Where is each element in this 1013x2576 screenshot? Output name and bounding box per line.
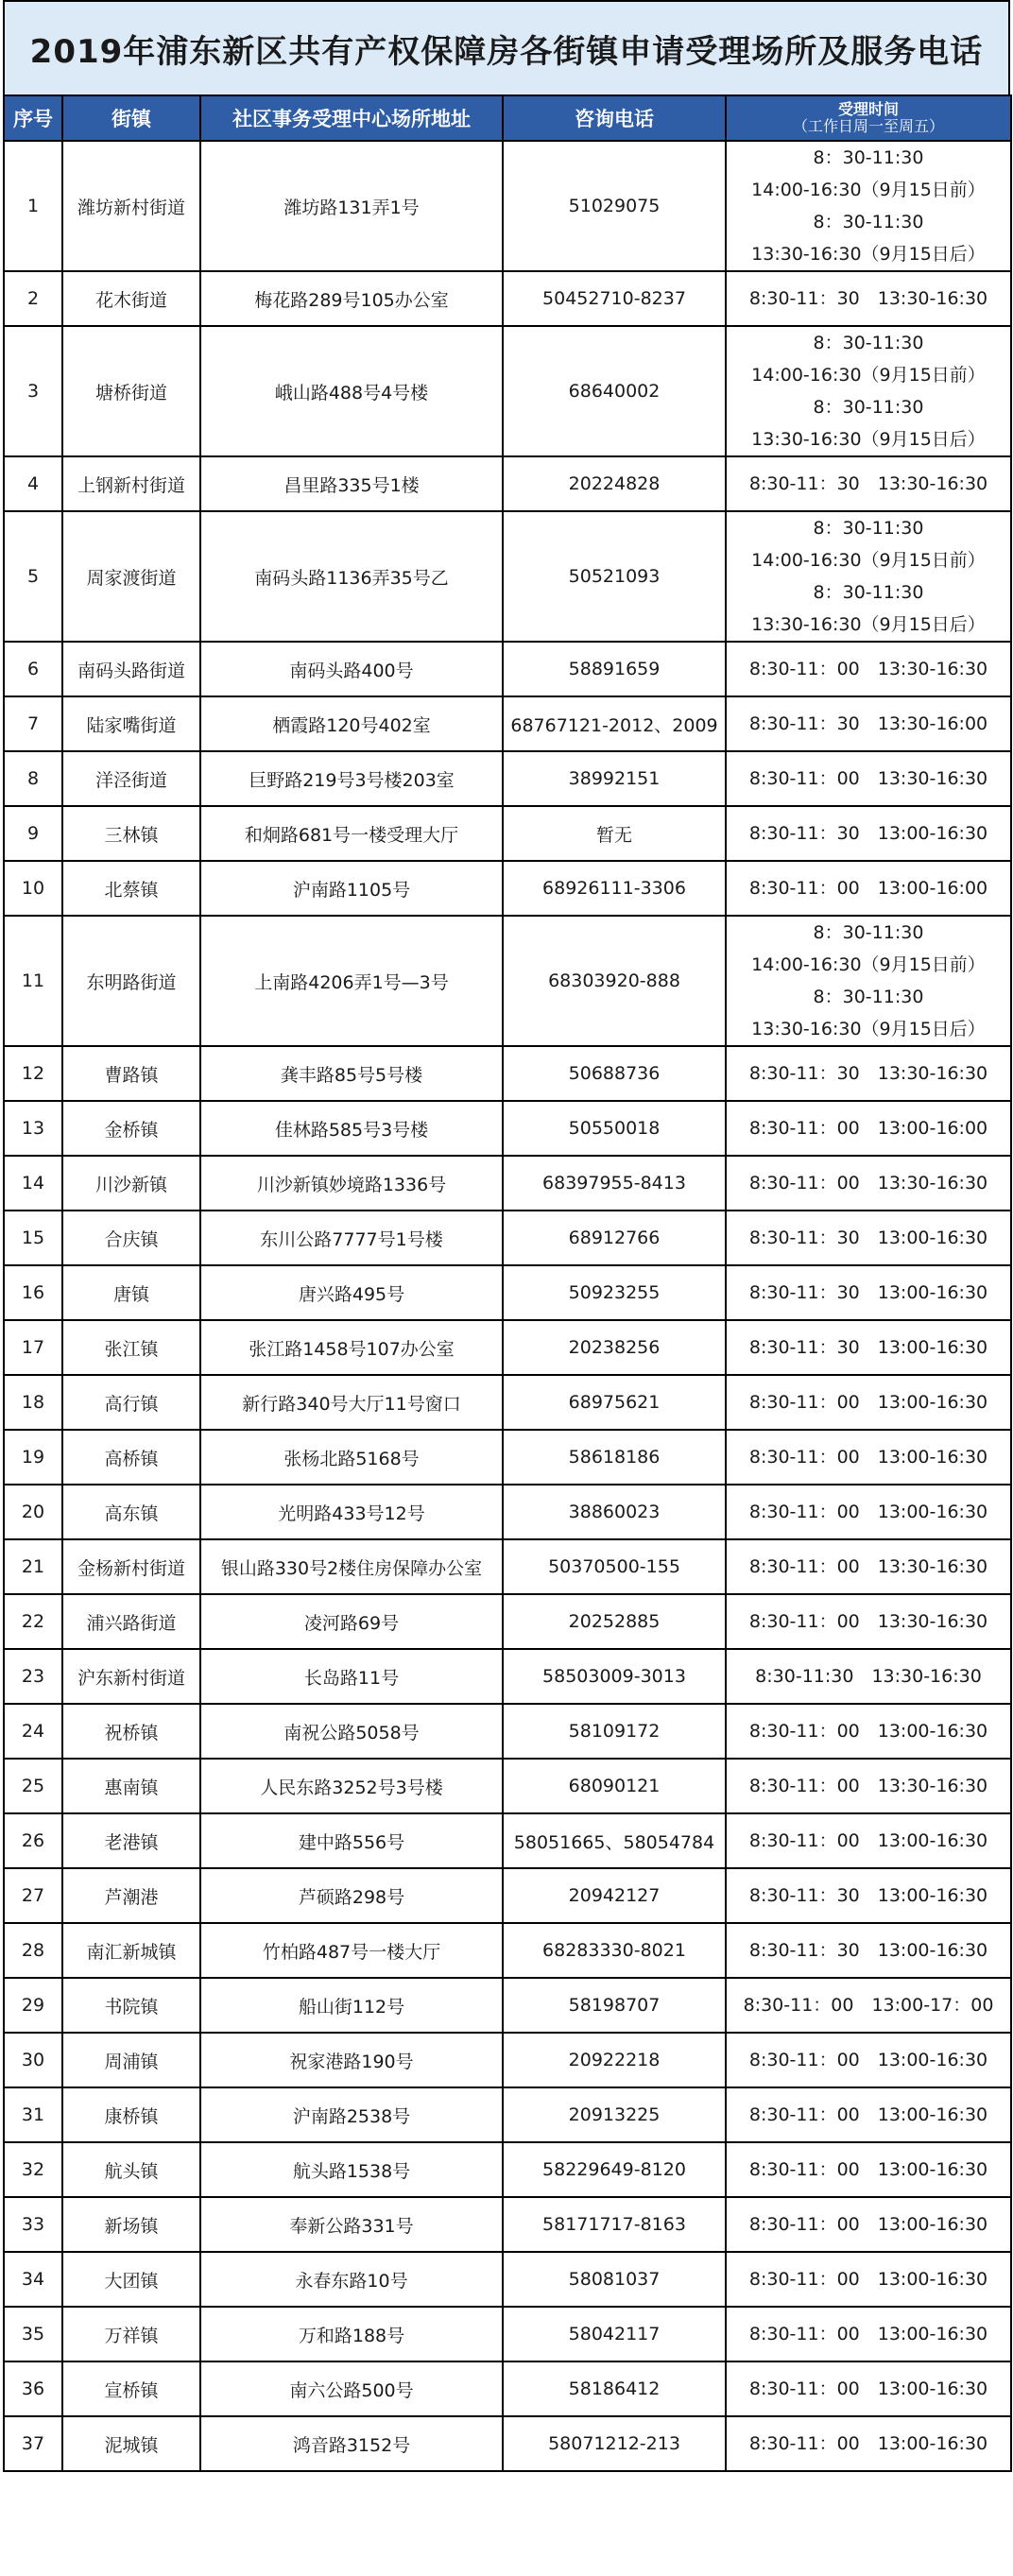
row-hours: [726, 1539, 1011, 1594]
row-address: 沪南路2538号: [200, 2087, 503, 2142]
row-hours: [726, 1101, 1011, 1156]
hours-line: 8:30-11：00 13:30-16:30: [748, 1776, 988, 1796]
hours-line: 8:30-11：00 13:30-16:30: [748, 1611, 988, 1632]
hours-line: 8:30-11：00 13:00-16:30: [748, 2050, 988, 2070]
row-address: 竹柏路487号一楼大厅: [200, 1923, 503, 1978]
row-hours: [726, 1704, 1011, 1759]
table-row: [4, 751, 1011, 806]
row-phone: 58051665、58054784: [503, 1813, 726, 1868]
row-index: 22: [4, 1594, 62, 1649]
row-hours: [726, 1375, 1011, 1430]
row-phone: 50550018: [503, 1101, 726, 1156]
hours-line: 8:30-11：00 13:30-16:30: [748, 659, 988, 679]
row-phone: 58891659: [503, 642, 726, 696]
header-hours-sub: （工作日周一至周五）: [792, 117, 944, 135]
row-town: 上钢新村街道: [62, 456, 200, 511]
row-hours: [726, 1430, 1011, 1485]
row-town: 潍坊新村街道: [62, 141, 200, 271]
row-address: 龚丰路85号5号楼: [200, 1046, 503, 1101]
table-row: [4, 2197, 1011, 2252]
header-address: 社区事务受理中心场所地址: [200, 95, 503, 141]
table-row: [4, 1320, 1011, 1375]
hours-line: 8:30-11：00 13:00-16:30: [748, 1721, 988, 1742]
row-address: 昌里路335号1楼: [200, 456, 503, 511]
table-row: [4, 806, 1011, 861]
row-index: 9: [4, 806, 62, 861]
row-index: 36: [4, 2361, 62, 2416]
row-town: 东明路街道: [62, 916, 200, 1046]
table-row: [4, 1759, 1011, 1813]
row-town: 高桥镇: [62, 1430, 200, 1485]
hours-line: 8:30-11：00 13:00-16:30: [748, 1830, 988, 1851]
row-address: 和炯路681号一楼受理大厅: [200, 806, 503, 861]
row-hours: [726, 2416, 1011, 2471]
row-index: 2: [4, 271, 62, 326]
table-row: [4, 2033, 1011, 2087]
hours-line: 8:30-11：00 13:00-17：00: [743, 1995, 994, 2016]
hours-line: 8:30-11：00 13:00-16:30: [748, 2324, 988, 2344]
hours-line: 8：30-11:30: [813, 922, 924, 943]
row-phone: 50923255: [503, 1265, 726, 1320]
table-row: [4, 696, 1011, 751]
row-phone: 20922218: [503, 2033, 726, 2087]
row-town: 川沙新镇: [62, 1156, 200, 1211]
row-town: 惠南镇: [62, 1759, 200, 1813]
row-hours: [726, 456, 1011, 511]
hours-line: 14:00-16:30（9月15日前）: [751, 180, 986, 200]
row-index: 29: [4, 1978, 62, 2033]
row-phone: 20224828: [503, 456, 726, 511]
row-hours: [726, 642, 1011, 696]
row-address: 奉新公路331号: [200, 2197, 503, 2252]
hours-line: 8:30-11：00 13:00-16:30: [748, 1392, 988, 1413]
header-town: 街镇: [62, 95, 200, 141]
hours-line: 8:30-11：30 13:00-16:30: [748, 1885, 988, 1906]
row-index: 4: [4, 456, 62, 511]
row-town: 塘桥街道: [62, 326, 200, 456]
row-address: 银山路330号2楼住房保障办公室: [200, 1539, 503, 1594]
row-phone: 68090121: [503, 1759, 726, 1813]
row-address: 长岛路11号: [200, 1649, 503, 1704]
row-hours: [726, 1978, 1011, 2033]
row-phone: 20238256: [503, 1320, 726, 1375]
row-address: 张杨北路5168号: [200, 1430, 503, 1485]
row-index: 37: [4, 2416, 62, 2471]
table-row: [4, 2361, 1011, 2416]
row-phone: 58109172: [503, 1704, 726, 1759]
row-phone: 50370500-155: [503, 1539, 726, 1594]
row-hours: [726, 2033, 1011, 2087]
table-row: [4, 1923, 1011, 1978]
row-town: 唐镇: [62, 1265, 200, 1320]
row-phone: 58198707: [503, 1978, 726, 2033]
row-phone: 38860023: [503, 1485, 726, 1539]
row-address: 川沙新镇妙境路1336号: [200, 1156, 503, 1211]
table-row: [4, 2252, 1011, 2307]
row-phone: 51029075: [503, 141, 726, 271]
row-phone: 68975621: [503, 1375, 726, 1430]
row-index: 16: [4, 1265, 62, 1320]
row-index: 34: [4, 2252, 62, 2307]
row-index: 24: [4, 1704, 62, 1759]
hours-line: 8:30-11：30 13:00-16:30: [748, 823, 988, 844]
hours-line: 8:30-11：00 13:00-16:30: [748, 1502, 988, 1522]
row-index: 1: [4, 141, 62, 271]
row-phone: 58186412: [503, 2361, 726, 2416]
header-hours: [726, 95, 1011, 141]
row-index: 6: [4, 642, 62, 696]
row-hours: [726, 271, 1011, 326]
row-index: 5: [4, 511, 62, 642]
row-address: 万和路188号: [200, 2307, 503, 2361]
row-town: 高东镇: [62, 1485, 200, 1539]
row-hours: [726, 1156, 1011, 1211]
row-phone: 58071212-213: [503, 2416, 726, 2471]
hours-line: 8：30-11:30: [813, 397, 924, 418]
table-row: [4, 2307, 1011, 2361]
row-address: 佳林路585号3号楼: [200, 1101, 503, 1156]
row-index: 18: [4, 1375, 62, 1430]
hours-line: 8：30-11:30: [813, 518, 924, 539]
table-row: [4, 1485, 1011, 1539]
row-index: 20: [4, 1485, 62, 1539]
hours-line: 8:30-11：30 13:30-16:30: [748, 473, 988, 494]
row-hours: [726, 1046, 1011, 1101]
row-address: 南祝公路5058号: [200, 1704, 503, 1759]
row-address: 张江路1458号107办公室: [200, 1320, 503, 1375]
row-phone: 20913225: [503, 2087, 726, 2142]
row-hours: [726, 1813, 1011, 1868]
row-hours: [726, 861, 1011, 916]
row-town: 北蔡镇: [62, 861, 200, 916]
hours-line: 8:30-11：30 13:30-16:00: [748, 713, 988, 734]
row-hours: [726, 806, 1011, 861]
row-index: 3: [4, 326, 62, 456]
hours-line: 8:30-11：00 13:30-16:30: [748, 1556, 988, 1577]
hours-line: 8:30-11：30 13:30-16:30: [748, 288, 988, 309]
row-index: 31: [4, 2087, 62, 2142]
row-address: 栖霞路120号402室: [200, 696, 503, 751]
row-address: 船山街112号: [200, 1978, 503, 2033]
table-row: [4, 916, 1011, 1046]
hours-line: 14:00-16:30（9月15日前）: [751, 550, 986, 571]
row-index: 13: [4, 1101, 62, 1156]
hours-line: 8:30-11：00 13:30-16:30: [748, 768, 988, 789]
row-index: 33: [4, 2197, 62, 2252]
row-phone: 68397955-8413: [503, 1156, 726, 1211]
service-table: [3, 94, 1012, 2472]
table-row: [4, 1265, 1011, 1320]
hours-line: 8:30-11：30 13:00-16:30: [748, 1228, 988, 1248]
table-row: [4, 2087, 1011, 2142]
row-index: 30: [4, 2033, 62, 2087]
row-address: 南六公路500号: [200, 2361, 503, 2416]
hours-line: 8:30-11：30 13:00-16:30: [748, 1940, 988, 1961]
row-phone: 58229649-8120: [503, 2142, 726, 2197]
row-town: 祝桥镇: [62, 1704, 200, 1759]
row-phone: 50688736: [503, 1046, 726, 1101]
row-phone: 58503009-3013: [503, 1649, 726, 1704]
row-address: 东川公路7777号1号楼: [200, 1211, 503, 1265]
hours-line: 8:30-11：00 13:00-16:00: [748, 878, 988, 899]
row-town: 康桥镇: [62, 2087, 200, 2142]
hours-line: 14:00-16:30（9月15日前）: [751, 954, 986, 975]
row-address: 永春东路10号: [200, 2252, 503, 2307]
row-hours: [726, 916, 1011, 1046]
row-town: 金杨新村街道: [62, 1539, 200, 1594]
hours-line: 8:30-11：00 13:00-16:30: [748, 2104, 988, 2125]
row-index: 25: [4, 1759, 62, 1813]
row-hours: [726, 1923, 1011, 1978]
row-address: 峨山路488号4号楼: [200, 326, 503, 456]
row-phone: 58618186: [503, 1430, 726, 1485]
row-hours: [726, 2307, 1011, 2361]
row-town: 张江镇: [62, 1320, 200, 1375]
table-row: [4, 1594, 1011, 1649]
row-index: 7: [4, 696, 62, 751]
row-hours: [726, 1649, 1011, 1704]
hours-line: 8：30-11:30: [813, 582, 924, 603]
hours-line: 13:30-16:30（9月15日后）: [751, 429, 986, 450]
row-address: 鸿音路3152号: [200, 2416, 503, 2471]
row-index: 10: [4, 861, 62, 916]
row-town: 沪东新村街道: [62, 1649, 200, 1704]
row-hours: [726, 1868, 1011, 1923]
hours-line: 8:30-11:30 13:30-16:30: [755, 1666, 982, 1687]
hours-line: 8:30-11：00 13:00-16:30: [748, 2269, 988, 2290]
row-hours: [726, 1265, 1011, 1320]
row-hours: [726, 1320, 1011, 1375]
row-phone: 68283330-8021: [503, 1923, 726, 1978]
hours-line: 8:30-11：00 13:30-16:30: [748, 1173, 988, 1194]
row-town: 新场镇: [62, 2197, 200, 2252]
hours-line: 8:30-11：00 13:00-16:30: [748, 2214, 988, 2235]
table-row: [4, 141, 1011, 271]
row-phone: 20252885: [503, 1594, 726, 1649]
row-hours: [726, 2252, 1011, 2307]
row-hours: [726, 1485, 1011, 1539]
table-row: [4, 456, 1011, 511]
row-hours: [726, 2142, 1011, 2197]
hours-line: 8:30-11：30 13:00-16:30: [748, 1282, 988, 1303]
row-hours: [726, 2361, 1011, 2416]
row-town: 大团镇: [62, 2252, 200, 2307]
row-town: 三林镇: [62, 806, 200, 861]
row-index: 15: [4, 1211, 62, 1265]
hours-line: 8:30-11：00 13:00-16:30: [748, 2159, 988, 2180]
hours-line: 8:30-11：00 13:00-16:30: [748, 1447, 988, 1468]
row-address: 南码头路400号: [200, 642, 503, 696]
row-hours: [726, 2197, 1011, 2252]
table-row: [4, 1375, 1011, 1430]
row-town: 宣桥镇: [62, 2361, 200, 2416]
row-address: 光明路433号12号: [200, 1485, 503, 1539]
row-index: 14: [4, 1156, 62, 1211]
page-title: 2019年浦东新区共有产权保障房各街镇申请受理场所及服务电话: [3, 0, 1010, 94]
row-hours: [726, 2087, 1011, 2142]
row-hours: [726, 1594, 1011, 1649]
row-town: 芦潮港: [62, 1868, 200, 1923]
table-row: [4, 642, 1011, 696]
row-index: 12: [4, 1046, 62, 1101]
row-town: 花木街道: [62, 271, 200, 326]
hours-line: 8：30-11:30: [813, 212, 924, 232]
table-row: [4, 1649, 1011, 1704]
row-address: 上南路4206弄1号—3号: [200, 916, 503, 1046]
table-row: [4, 1046, 1011, 1101]
row-phone: 58042117: [503, 2307, 726, 2361]
row-address: 唐兴路495号: [200, 1265, 503, 1320]
header-index: 序号: [4, 95, 62, 141]
table-row: [4, 326, 1011, 456]
row-index: 11: [4, 916, 62, 1046]
row-phone: 58171717-8163: [503, 2197, 726, 2252]
row-address: 祝家港路190号: [200, 2033, 503, 2087]
row-town: 曹路镇: [62, 1046, 200, 1101]
row-address: 航头路1538号: [200, 2142, 503, 2197]
row-hours: [726, 141, 1011, 271]
row-address: 建中路556号: [200, 1813, 503, 1868]
row-index: 32: [4, 2142, 62, 2197]
row-phone: 20942127: [503, 1868, 726, 1923]
row-hours: [726, 1211, 1011, 1265]
row-town: 老港镇: [62, 1813, 200, 1868]
row-town: 南汇新城镇: [62, 1923, 200, 1978]
row-phone: 58081037: [503, 2252, 726, 2307]
row-hours: [726, 511, 1011, 642]
row-town: 金桥镇: [62, 1101, 200, 1156]
row-phone: 50452710-8237: [503, 271, 726, 326]
row-town: 万祥镇: [62, 2307, 200, 2361]
row-phone: 50521093: [503, 511, 726, 642]
row-phone: 暂无: [503, 806, 726, 861]
table-row: [4, 1211, 1011, 1265]
hours-line: 13:30-16:30（9月15日后）: [751, 614, 986, 635]
row-town: 周浦镇: [62, 2033, 200, 2087]
row-hours: [726, 696, 1011, 751]
table-row: [4, 271, 1011, 326]
table-row: [4, 1430, 1011, 1485]
header-phone: 咨询电话: [503, 95, 726, 141]
row-town: 洋泾街道: [62, 751, 200, 806]
table-row: [4, 2416, 1011, 2471]
hours-line: 8:30-11：00 13:00-16:00: [748, 1118, 988, 1139]
row-address: 梅花路289号105办公室: [200, 271, 503, 326]
row-town: 合庆镇: [62, 1211, 200, 1265]
row-index: 26: [4, 1813, 62, 1868]
hours-line: 8：30-11:30: [813, 147, 924, 168]
hours-line: 14:00-16:30（9月15日前）: [751, 365, 986, 386]
row-town: 泥城镇: [62, 2416, 200, 2471]
hours-line: 13:30-16:30（9月15日后）: [751, 244, 986, 265]
row-phone: 68926111-3306: [503, 861, 726, 916]
hours-line: 8:30-11：00 13:00-16:30: [748, 2379, 988, 2399]
table-row: [4, 2142, 1011, 2197]
row-index: 19: [4, 1430, 62, 1485]
row-hours: [726, 751, 1011, 806]
row-address: 凌河路69号: [200, 1594, 503, 1649]
table-row: [4, 1978, 1011, 2033]
row-address: 巨野路219号3号楼203室: [200, 751, 503, 806]
hours-line: 8:30-11：30 13:30-16:30: [748, 1063, 988, 1084]
hours-line: 13:30-16:30（9月15日后）: [751, 1019, 986, 1039]
row-town: 书院镇: [62, 1978, 200, 2033]
table-row: [4, 1101, 1011, 1156]
row-index: 23: [4, 1649, 62, 1704]
row-hours: [726, 1759, 1011, 1813]
row-address: 人民东路3252号3号楼: [200, 1759, 503, 1813]
row-town: 高行镇: [62, 1375, 200, 1430]
row-town: 陆家嘴街道: [62, 696, 200, 751]
table-row: [4, 1868, 1011, 1923]
row-phone: 68640002: [503, 326, 726, 456]
row-index: 8: [4, 751, 62, 806]
row-town: 周家渡街道: [62, 511, 200, 642]
row-phone: 68912766: [503, 1211, 726, 1265]
hours-line: 8:30-11：30 13:00-16:30: [748, 1337, 988, 1358]
row-town: 浦兴路街道: [62, 1594, 200, 1649]
row-address: 潍坊路131弄1号: [200, 141, 503, 271]
table-row: [4, 861, 1011, 916]
row-index: 17: [4, 1320, 62, 1375]
row-index: 21: [4, 1539, 62, 1594]
hours-line: 8：30-11:30: [813, 987, 924, 1007]
table-row: [4, 1704, 1011, 1759]
header-hours-label: 受理时间: [837, 100, 899, 118]
row-address: 南码头路1136弄35号乙: [200, 511, 503, 642]
table-row: [4, 1156, 1011, 1211]
row-address: 芦硕路298号: [200, 1868, 503, 1923]
row-phone: 68767121-2012、2009: [503, 696, 726, 751]
row-address: 沪南路1105号: [200, 861, 503, 916]
hours-line: 8：30-11:30: [813, 333, 924, 353]
row-address: 新行路340号大厅11号窗口: [200, 1375, 503, 1430]
row-town: 南码头路街道: [62, 642, 200, 696]
table-row: [4, 1813, 1011, 1868]
table-row: [4, 1539, 1011, 1594]
row-phone: 38992151: [503, 751, 726, 806]
table-header-row: [4, 95, 1011, 141]
row-hours: [726, 326, 1011, 456]
row-phone: 68303920-888: [503, 916, 726, 1046]
table-row: [4, 511, 1011, 642]
row-index: 28: [4, 1923, 62, 1978]
row-index: 27: [4, 1868, 62, 1923]
row-index: 35: [4, 2307, 62, 2361]
hours-line: 8:30-11：00 13:00-16:30: [748, 2433, 988, 2454]
row-town: 航头镇: [62, 2142, 200, 2197]
